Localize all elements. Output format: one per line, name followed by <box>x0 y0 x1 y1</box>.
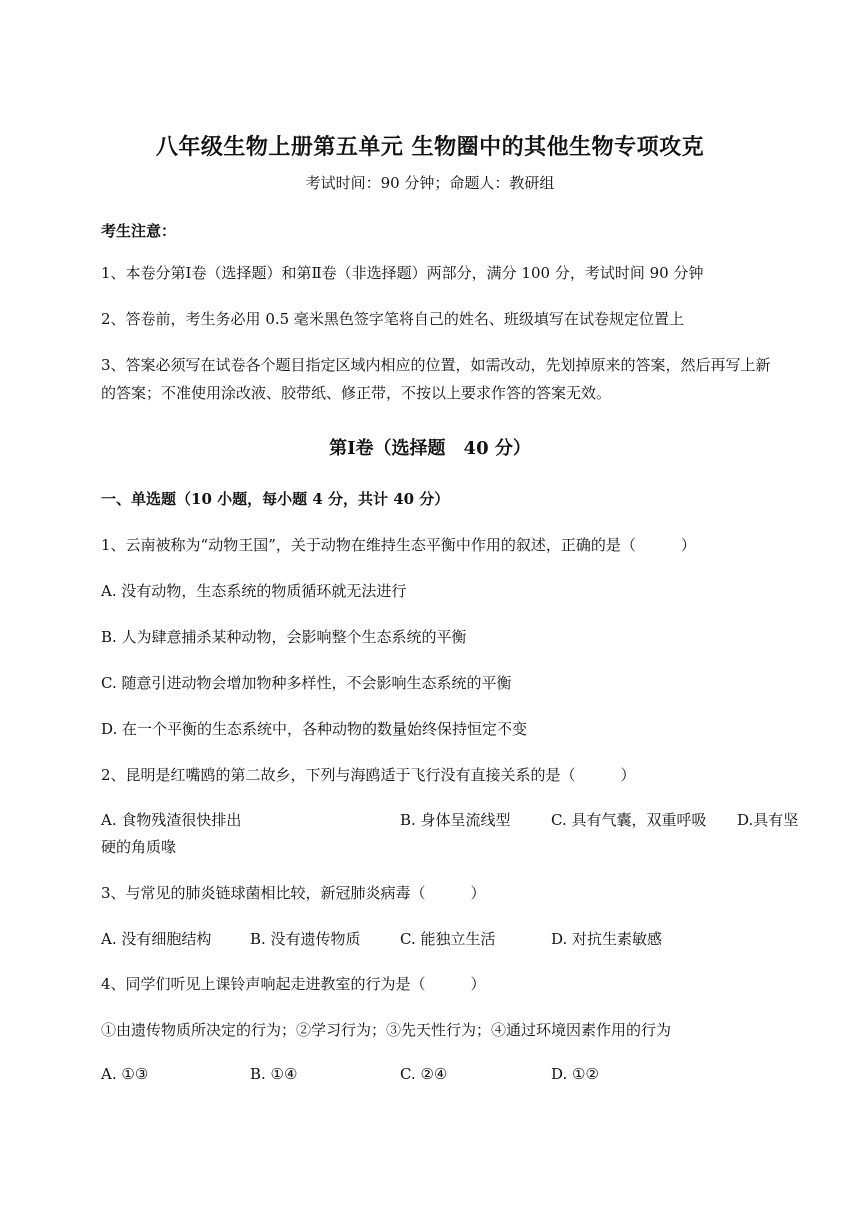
q3-stem: 3、与常见的肺炎链球菌相比较，新冠肺炎病毒（ ） <box>101 884 486 902</box>
notice-heading: 考生注意： <box>101 222 177 240</box>
q3-option-c: C. 能独立生活 <box>400 930 496 948</box>
section-title: 第Ⅰ卷（选择题 40 分） <box>329 438 531 459</box>
q3-option-b: B. 没有遗传物质 <box>250 930 361 948</box>
q1-stem: 1、云南被称为“动物王国”，关于动物在维持生态平衡中作用的叙述，正确的是（ ） <box>101 536 696 554</box>
q2-option-c: C. 具有气囊，双重呼吸 <box>551 811 707 829</box>
q4-stem: 4、同学们听见上课铃声响起走进教室的行为是（ ） <box>101 975 486 993</box>
q2-stem: 2、昆明是红嘴鸥的第二故乡，下列与海鸥适于飞行没有直接关系的是（ ） <box>101 766 636 784</box>
q4-option-a: A. ①③ <box>101 1065 149 1083</box>
q2-option-d: D.具有坚 <box>737 811 799 829</box>
exam-title: 八年级生物上册第五单元 生物圈中的其他生物专项攻克 <box>155 134 705 160</box>
notice-item-3: 3、答案必须写在试卷各个题目指定区域内相应的位置，如需改动，先划掉原来的答案，然后再写上新 <box>101 356 771 374</box>
notice-item-3-cont: 的答案；不准使用涂改液、胶带纸、修正带，不按以上要求作答的答案无效。 <box>101 384 612 402</box>
q4-option-d: D. ①② <box>551 1065 599 1083</box>
exam-subtitle: 考试时间：90 分钟；命题人：教研组 <box>305 174 555 192</box>
q4-option-b: B. ①④ <box>250 1065 298 1083</box>
q3-option-d: D. 对抗生素敏感 <box>551 930 663 948</box>
q3-option-a: A. 没有细胞结构 <box>101 930 212 948</box>
q4-info: ①由遗传物质所决定的行为；②学习行为；③先天性行为；④通过环境因素作用的行为 <box>101 1021 672 1039</box>
notice-item-2: 2、答卷前，考生务必用 0.5 毫米黑色签字笔将自己的姓名、班级填写在试卷规定位置上 <box>101 310 684 328</box>
q2-option-a: A. 食物残渣很快排出 <box>101 811 242 829</box>
q4-option-c: C. ②④ <box>400 1065 448 1083</box>
q2-option-b: B. 身体呈流线型 <box>400 811 511 829</box>
q1-option-c: C. 随意引进动物会增加物种多样性，不会影响生态系统的平衡 <box>101 674 512 692</box>
part-heading: 一、单选题（10 小题，每小题 4 分，共计 40 分） <box>101 490 450 508</box>
q1-option-b: B. 人为肆意捕杀某种动物，会影响整个生态系统的平衡 <box>101 628 467 646</box>
notice-item-1: 1、本卷分第Ⅰ卷（选择题）和第Ⅱ卷（非选择题）两部分，满分 100 分，考试时间 90 分钟 <box>101 264 704 282</box>
q2-option-d-cont: 硬的角质喙 <box>101 838 177 856</box>
q1-option-d: D. 在一个平衡的生态系统中，各种动物的数量始终保持恒定不变 <box>101 720 528 738</box>
q1-option-a: A. 没有动物，生态系统的物质循环就无法进行 <box>101 582 407 600</box>
